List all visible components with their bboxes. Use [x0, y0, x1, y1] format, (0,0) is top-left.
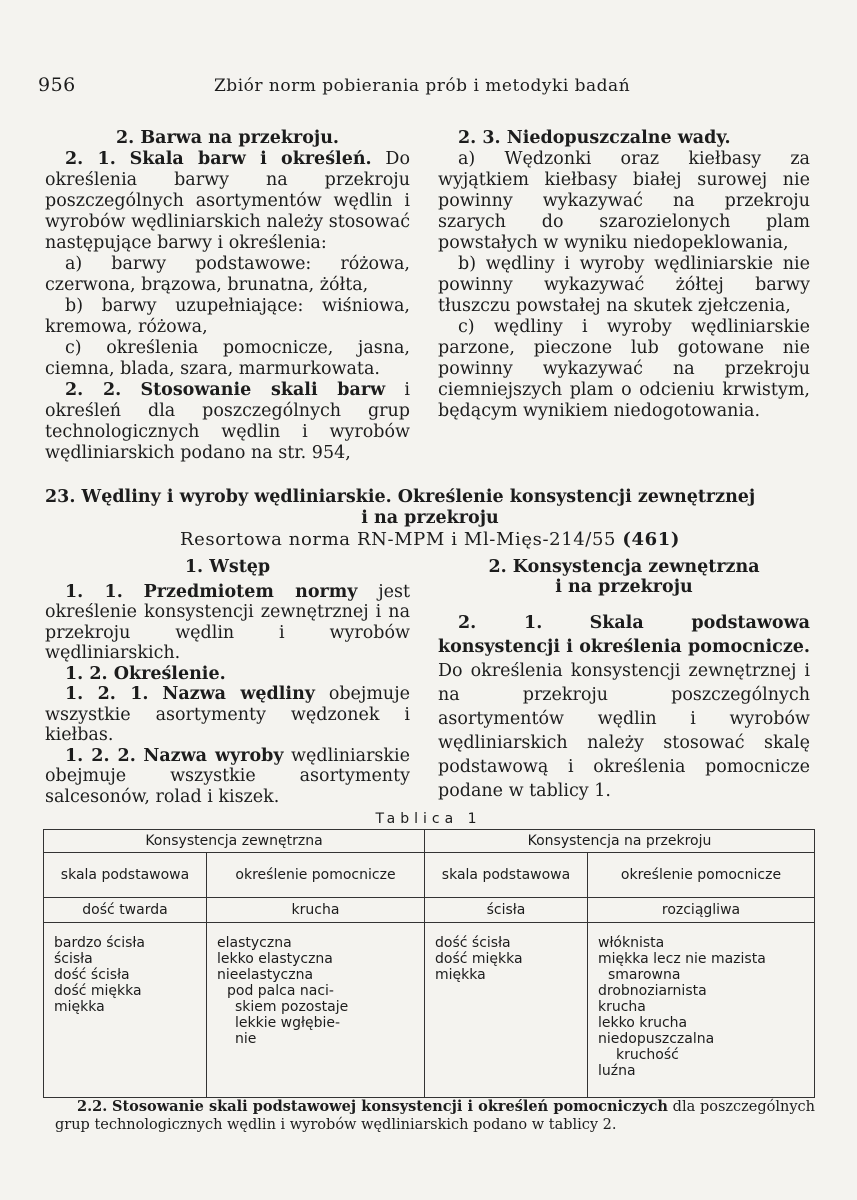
chapter-title-line2: i na przekroju — [361, 508, 499, 528]
col-header-aux-outer: określenie pomocnicze — [207, 853, 425, 898]
running-title: Zbiór norm pobierania prób i metodyki badań — [214, 76, 631, 96]
table-cell-line: dość miękka — [435, 951, 523, 967]
para-lead: Skala barw i określeń. — [129, 149, 372, 169]
ref-right-scale: ścisła — [425, 898, 588, 923]
subheading-okreslenie: 1. 2. Określenie. — [65, 663, 226, 684]
para-number: 2.2. — [77, 1098, 108, 1115]
norm-number: (461) — [622, 529, 681, 550]
table-cell-line: skiem pozostaje — [235, 999, 349, 1015]
table-cell-line: elastyczna — [217, 935, 292, 951]
table-group-header-section: Konsystencja na przekroju — [425, 830, 815, 853]
section-heading-barwa: 2. Barwa na przekroju. — [115, 128, 340, 148]
ref-left-scale: dość twarda — [44, 898, 207, 923]
para-text: dla poszczególnych grup technologicznych wędlin i wyrobów wędliniarskich podano w tablicy 2. — [55, 1099, 816, 1133]
col-header-scale-section: skala podstawowa — [425, 853, 588, 898]
consistency-table — [43, 829, 815, 1098]
para-lead: Stosowanie skali barw — [140, 380, 386, 400]
table-cell-line: bardzo ścisła — [54, 935, 145, 951]
table-cell-line: ścisła — [54, 951, 93, 967]
table-caption: Tablica 1 — [375, 811, 482, 827]
section-heading-wady: 2. 3. Niedopuszczalne wady. — [458, 128, 731, 148]
norm-line: Resortowa norma RN-MPM i Ml-Mięs-214/55 — [179, 529, 617, 550]
para-text: obejmuje wszystkie asortymenty wędzonek i kiełbas. — [45, 684, 410, 745]
color-section-right — [438, 128, 810, 422]
right-scale-list — [425, 923, 588, 1098]
table-cell-line: nie — [235, 1031, 257, 1047]
table-cell-line: krucha — [598, 999, 646, 1015]
para-text: Do określenia konsystencji zewnętrznej i na przekroju poszczególnych asortymentów wędlin i wyrobów wędliniarskich należy stosować skalę podstawową i określenia pomocnicze podane w tablicy 1. — [438, 661, 810, 801]
table-cell-line: lekkie wgłębie- — [235, 1015, 341, 1031]
list-item: c) wędliny i wyroby wędliniarskie parzone, pieczone lub gotowane nie powinny wykazywać na przekroju ciemniejszych plam o odcieniu krwistym, będącym wynikiem niedogotowania. — [438, 317, 810, 421]
list-item: c) określenia pomocnicze, jasna, ciemna, blada, szara, marmurkowata. — [45, 338, 410, 379]
table-cell-line: miękka lecz nie mazista — [598, 951, 766, 967]
table-cell-line: dość ścisła — [435, 935, 511, 951]
col-header-scale-outer: skala podstawowa — [44, 853, 207, 898]
col-header-aux-section: określenie pomocnicze — [588, 853, 815, 898]
para-lead: Przedmiotem normy — [143, 581, 358, 602]
norm-reference — [45, 529, 815, 550]
para-number: 2. 1. — [65, 149, 116, 169]
para-text: jest określenie konsystencji zewnętrznej i na przekroju wędlin i wyrobów wędliniarskich. — [45, 581, 410, 663]
footnote-paragraph — [55, 1098, 815, 1134]
para-number: 1. 2. 1. — [65, 684, 149, 704]
table-cell-line: lekko krucha — [598, 1015, 688, 1031]
table-cell-line: nieelastyczna — [217, 967, 314, 983]
para-lead: Skala podstawowa konsystencji i określenia pomocnicze. — [438, 613, 810, 657]
section-heading-konsystencja-1: 2. Konsystencja zewnętrzna — [488, 557, 760, 577]
page-number: 956 — [38, 74, 76, 96]
chapter-title-line1: 23. Wędliny i wyroby wędliniarskie. Określenie konsystencji zewnętrznej — [45, 487, 756, 507]
para-text: Do określenia barwy na przekroju poszczególnych asortymentów wędlin i wyrobów wędliniarskich należy stosować następujące barwy i określenia: — [45, 149, 410, 253]
table-cell-line: drobnoziarnista — [598, 983, 707, 999]
table-cell-line: lekko elastyczna — [217, 951, 333, 967]
table-cell-line: kruchość — [616, 1047, 679, 1063]
list-item: b) wędliny i wyroby wędliniarskie nie powinny wykazywać żółtej barwy tłuszczu powstałej na skutek zjełczenia, — [438, 254, 810, 316]
right-aux-list — [588, 923, 815, 1098]
table-group-header-outer: Konsystencja zewnętrzna — [44, 830, 425, 853]
page-header — [38, 74, 818, 98]
table-cell-line: dość miękka — [54, 983, 142, 999]
list-item: a) Wędzonki oraz kiełbasy za wyjątkiem kiełbasy białej surowej nie powinny wykazywać na przekroju szarych do szarozielonych plam powstałych w wyniku niedopeklowania, — [438, 149, 810, 253]
para-number: 1. 1. — [65, 581, 123, 602]
table-cell-line: dość ścisła — [54, 967, 130, 983]
consistency-section-right — [438, 557, 810, 803]
table-cell-line: pod palca naci- — [227, 983, 334, 999]
intro-section-left — [45, 557, 410, 807]
section-heading-wstep: 1. Wstęp — [184, 557, 271, 577]
para-number: 1. 2. 2. — [65, 745, 136, 766]
para-lead: Nazwa wędliny — [162, 684, 315, 704]
para-number: 2. 2. — [65, 380, 122, 400]
list-item: a) barwy podstawowe: różowa, czerwona, brązowa, brunatna, żółta, — [45, 254, 410, 295]
section-heading-konsystencja-2: i na przekroju — [555, 577, 693, 597]
table-cell-line: miękka — [435, 967, 486, 983]
para-lead: Nazwa wyroby — [143, 745, 284, 766]
para-text: i określeń dla poszczególnych grup technologicznych wędlin i wyrobów wędliniarskich podano na str. 954, — [45, 380, 410, 463]
chapter-title — [45, 487, 815, 529]
ref-right-aux: rozciągliwa — [588, 898, 815, 923]
para-text: wędliniarskie obejmuje wszystkie asortymenty salcesonów, rolad i kiszek. — [45, 745, 410, 807]
left-scale-list — [44, 923, 207, 1098]
table-cell-line: niedopuszczalna — [598, 1031, 715, 1047]
ref-left-aux: krucha — [207, 898, 425, 923]
table-cell-line: włóknista — [598, 935, 665, 951]
left-aux-list — [207, 923, 425, 1098]
table-cell-line: miękka — [54, 999, 105, 1015]
para-lead: Stosowanie skali podstawowej konsystencji i określeń pomocniczych — [112, 1098, 668, 1115]
color-section-left — [45, 128, 410, 464]
list-item: b) barwy uzupełniające: wiśniowa, kremowa, różowa, — [45, 296, 410, 337]
table-cell-line: smarowna — [608, 967, 681, 983]
table-cell-line: luźna — [598, 1063, 636, 1079]
para-number: 2. 1. — [458, 613, 543, 633]
